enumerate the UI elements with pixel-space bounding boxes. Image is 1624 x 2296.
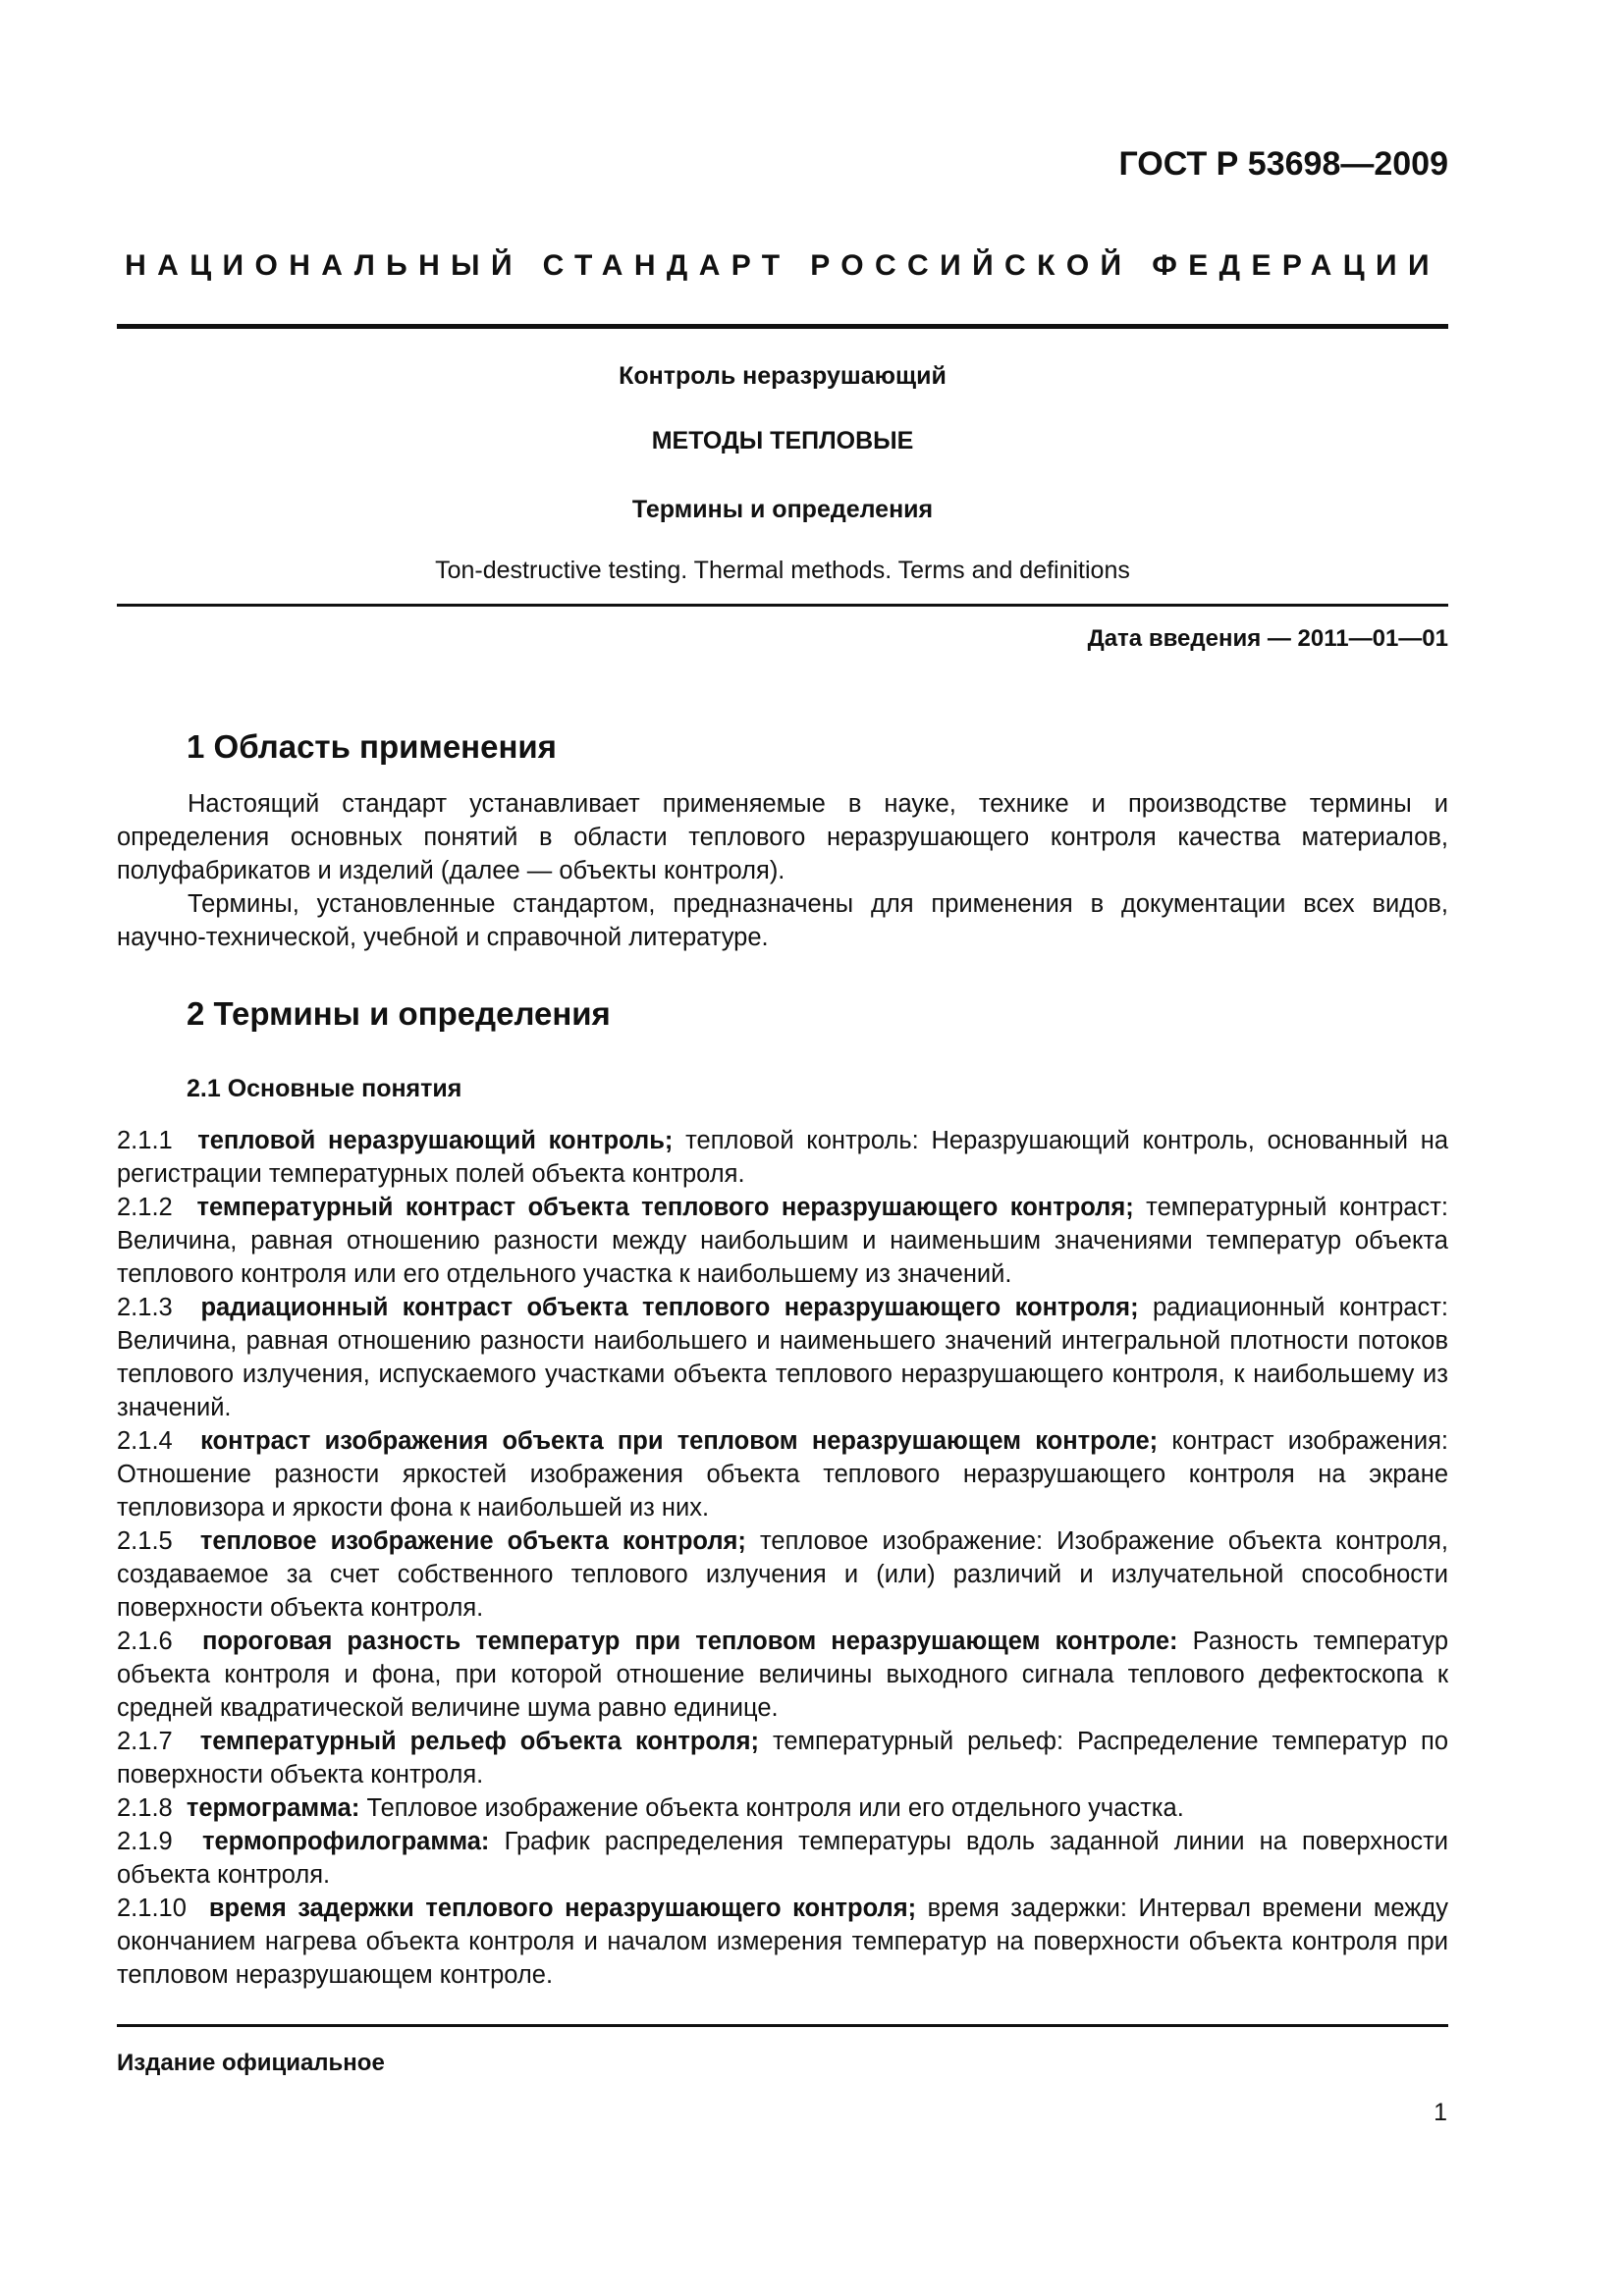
scope-paragraph: Настоящий стандарт устанавливает применяемые в науке, технике и производстве термины и определения основных понятий в области теплового неразрушающего контроля качества материалов, полуфабрикатов и изделий (далее — объекты контроля).: [117, 790, 1448, 884]
scope-text: [117, 787, 1448, 954]
introduction-date: Дата введения — 2011—01—01: [1087, 625, 1448, 652]
term-definition: Разность температур объекта контроля и фона, при которой отношение величины выходного сигнала теплового дефектоскопа к средней квадратической величине шума равно единице.: [117, 1628, 1449, 1722]
term-entry: [117, 1825, 1448, 1892]
term-definition: температурный контраст: Величина, равная отношению разности между наибольшим и наименьшим значениями температур объекта теплового контроля или его отдельного участка к наибольшему из значений.: [117, 1194, 1448, 1288]
term-name: пороговая разность температур при тепловом неразрушающем контроле:: [201, 1628, 1178, 1655]
term-entry: [117, 1725, 1448, 1791]
page-number: 1: [1434, 2099, 1447, 2126]
subsection-heading-basic-concepts: 2.1 Основные понятия: [187, 1075, 462, 1102]
title-rule: [117, 604, 1448, 607]
term-number: 2.1.6: [117, 1628, 173, 1655]
term-entry: [117, 1524, 1448, 1625]
term-definition: тепловое изображение: Изображение объекта контроля, создаваемое за счет собственного теплового излучения и (или) различий и излучательной способности поверхности объекта контроля.: [117, 1527, 1449, 1622]
section-heading-scope: 1 Область применения: [187, 728, 557, 765]
document-methods: МЕТОДЫ ТЕПЛОВЫЕ: [651, 427, 914, 454]
official-edition-note: Издание официальное: [117, 2050, 385, 2076]
term-number: 2.1.9: [117, 1828, 173, 1855]
term-entry: [117, 1892, 1448, 1992]
term-number: 2.1.10: [117, 1895, 187, 1922]
term-name: термопрофилограмма:: [201, 1828, 490, 1855]
term-number: 2.1.7: [117, 1728, 173, 1755]
terms-list: [117, 1124, 1448, 1992]
term-name: радиационный контраст объекта теплового неразрушающего контроля;: [200, 1294, 1139, 1321]
section-heading-terms: 2 Термины и определения: [187, 995, 611, 1032]
term-entry: [117, 1424, 1448, 1524]
term-entry: [117, 1124, 1448, 1191]
term-number: 2.1.8: [117, 1794, 173, 1822]
document-subject: Контроль неразрушающий: [619, 362, 947, 390]
term-definition: тепловой контроль: Неразрушающий контроль, основанный на регистрации температурных полей объекта контроля.: [117, 1127, 1449, 1188]
term-number: 2.1.5: [117, 1527, 173, 1555]
scope-paragraph: Термины, установленные стандартом, предназначены для применения в документации всех видов, научно-технической, учебной и справочной литературе.: [117, 890, 1448, 951]
term-entry: [117, 1191, 1448, 1291]
term-definition: График распределения температуры вдоль заданной линии на поверхности объекта контроля.: [117, 1828, 1448, 1889]
term-number: 2.1.3: [117, 1294, 173, 1321]
term-name: тепловое изображение объекта контроля;: [199, 1527, 746, 1555]
term-definition: Тепловое изображение объекта контроля или его отдельного участка.: [366, 1794, 1184, 1822]
footer-rule: [117, 2024, 1448, 2027]
term-number: 2.1.4: [117, 1427, 173, 1455]
english-title: Ton-destructive testing. Thermal methods. Terms and definitions: [435, 557, 1130, 584]
header-rule: [117, 324, 1448, 329]
term-definition: время задержки: Интервал времени между окончанием нагрева объекта контроля и началом измерения температур на поверхности объекта контроля при тепловом неразрушающем контроле.: [117, 1895, 1448, 1989]
term-entry: [117, 1625, 1448, 1725]
document-subtitle: Термины и определения: [631, 496, 934, 523]
term-name: контраст изображения объекта при тепловом неразрушающем контроле;: [200, 1427, 1159, 1455]
term-name: температурный рельеф объекта контроля;: [199, 1728, 759, 1755]
gost-number: ГОСТ Р 53698—2009: [1118, 145, 1448, 183]
term-entry: [117, 1291, 1448, 1424]
term-name: тепловой неразрушающий контроль;: [197, 1127, 674, 1154]
term-name: время задержки теплового неразрушающего контроля;: [208, 1895, 917, 1922]
term-name: температурный контраст объекта теплового неразрушающего контроля;: [196, 1194, 1134, 1221]
term-number: 2.1.1: [117, 1127, 173, 1154]
term-definition: радиационный контраст: Величина, равная отношению разности наибольшего и наименьшего значений интегральной плотности потоков теплового излучения, испускаемого участками объекта теплового неразрушающего контроля, к наибольшему из значений.: [117, 1294, 1448, 1421]
term-name: термограмма:: [186, 1794, 360, 1822]
term-definition: контраст изображения: Отношение разности яркостей изображения объекта теплового неразрушающего контроля на экране тепловизора и яркости фона к наибольшей из них.: [117, 1427, 1448, 1522]
term-definition: температурный рельеф: Распределение температур по поверхности объекта контроля.: [117, 1728, 1449, 1789]
term-entry: [117, 1791, 1448, 1825]
term-number: 2.1.2: [117, 1194, 173, 1221]
national-standard-banner: НАЦИОНАЛЬНЫЙ СТАНДАРТ РОССИЙСКОЙ ФЕДЕРАЦИИ: [125, 249, 1440, 282]
